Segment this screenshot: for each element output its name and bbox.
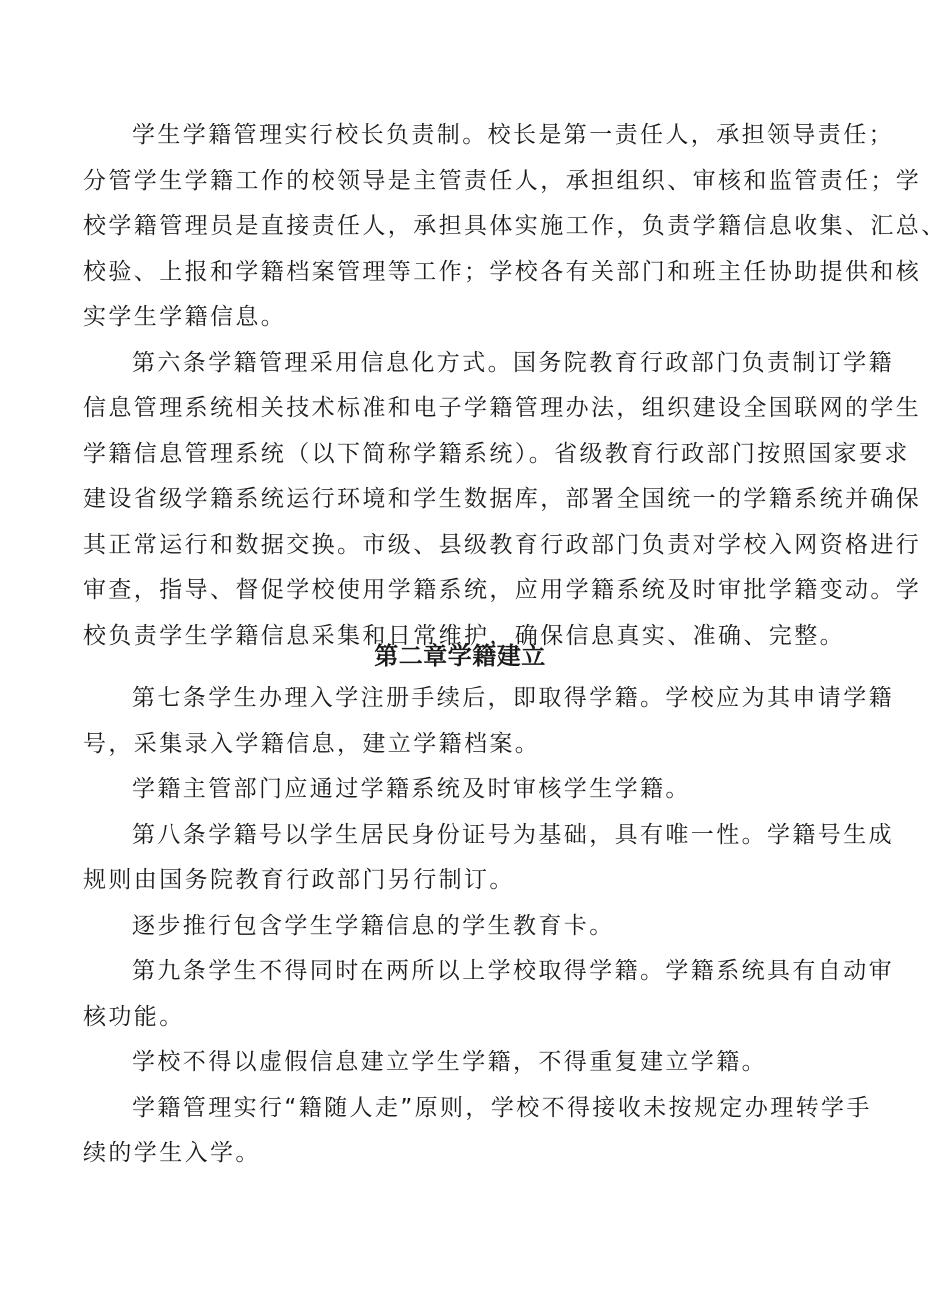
text-line: 实学生学籍信息。: [83, 304, 287, 330]
paragraph-education-card: [0, 904, 837, 950]
paragraph-article-9: [0, 949, 894, 1040]
paragraph-review: [0, 767, 837, 813]
text-line: 第六条学籍管理采用信息化方式。国务院教育行政部门负责制订学籍: [132, 349, 894, 376]
section-two: [0, 676, 894, 1177]
text-line: 核功能。: [83, 1003, 185, 1030]
text-line: 学生学籍管理实行校长负责制。校长是第一责任人，承担领导责任；: [132, 122, 894, 148]
paragraph-record-follows-student: [0, 1086, 872, 1177]
paragraph-school-responsibility: [0, 113, 947, 341]
text-line: 续的学生入学。: [83, 1140, 261, 1166]
text-line: 第九条学生不得同时在两所以上学校取得学籍。学籍系统具有自动审: [132, 958, 894, 984]
text-line: 学校不得以虚假信息建立学生学籍，不得重复建立学籍。: [132, 1049, 767, 1075]
text-line: 第八条学籍号以学生居民身份证号为基础，具有唯一性。学籍号生成: [132, 821, 894, 848]
text-line: 信息管理系统相关技术标准和电子学籍管理办法，组织建设全国联网的学生: [83, 395, 922, 421]
text-line: 建设省级学籍系统运行环境和学生数据库，部署全国统一的学籍系统并确保: [83, 486, 922, 512]
text-line: 分管学生学籍工作的校领导是主管责任人，承担组织、审核和监管责任；学: [83, 167, 922, 194]
text-line: 号，采集录入学籍信息，建立学籍档案。: [83, 730, 541, 757]
text-line: 第七条学生办理入学注册手续后，即取得学籍。学校应为其申请学籍: [132, 685, 894, 711]
text-line: 学籍信息管理系统（以下简称学籍系统）。省级教育行政部门按照国家要求: [83, 440, 910, 467]
text-line: 校验、上报和学籍档案管理等工作；学校各有关部门和班主任协助提供和核: [83, 258, 922, 285]
text-line: 校学籍管理员是直接责任人，承担具体实施工作，负责学籍信息收集、汇总、: [83, 213, 947, 239]
text-line: 逐步推行包含学生学籍信息的学生教育卡。: [132, 912, 615, 939]
chapter-title: 第二章学籍建立: [374, 642, 546, 670]
paragraph-article-8: [0, 813, 894, 904]
section-one: [0, 113, 947, 659]
text-line: 规则由国务院教育行政部门另行制订。: [83, 867, 515, 893]
paragraph-article-7: [0, 676, 894, 767]
text-line: 校负责学生学籍信息采集和日常维护，确保信息真实、准确、完整。: [83, 622, 845, 649]
text-line: 学籍管理实行“籍随人走”原则，学校不得接收未按规定办理转学手: [132, 1094, 872, 1121]
text-line: 审查，指导、督促学校使用学籍系统，应用学籍系统及时审批学籍变动。学: [83, 577, 922, 603]
paragraph-no-false-info: [0, 1040, 837, 1086]
text-line: 学籍主管部门应通过学籍系统及时审核学生学籍。: [132, 776, 691, 802]
paragraph-article-6: [0, 341, 922, 660]
text-line: 其正常运行和数据交换。市级、县级教育行政部门负责对学校入网资格进行: [83, 531, 922, 558]
